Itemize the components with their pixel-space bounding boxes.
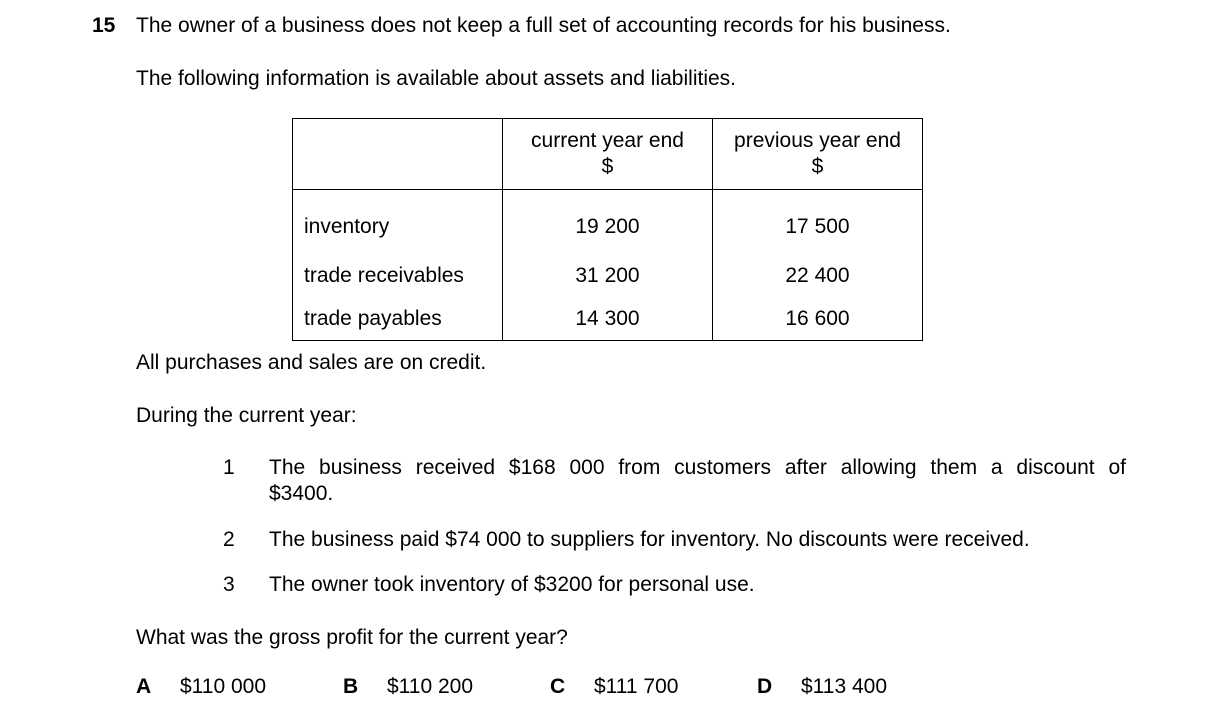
list-item-number: 2 (223, 528, 235, 551)
row-current-value: 14 300 (503, 298, 713, 341)
header-current-title: current year end (531, 129, 684, 152)
question-prompt: What was the gross profit for the current year? (136, 626, 568, 649)
row-previous-value: 17 500 (713, 190, 923, 255)
question-intro: The following information is available about assets and liabilities. (136, 67, 736, 90)
row-previous-value: 22 400 (713, 254, 923, 298)
row-label: inventory (293, 190, 503, 255)
row-label: trade receivables (293, 254, 503, 298)
during-heading: During the current year: (136, 404, 357, 427)
option-d-letter[interactable]: D (757, 675, 773, 698)
list-item-line2: $3400. (269, 482, 334, 505)
row-current-value: 19 200 (503, 190, 713, 255)
table-header-previous (713, 119, 923, 190)
option-b-value[interactable]: $110 200 (387, 675, 474, 698)
option-c-letter[interactable]: C (550, 675, 566, 698)
assets-liabilities-table (292, 118, 923, 341)
credit-note: All purchases and sales are on credit. (136, 351, 487, 374)
table-row (293, 254, 923, 298)
list-item-text: The owner took inventory of $3200 for personal use. (269, 573, 755, 596)
list-item-number: 3 (223, 573, 235, 596)
option-a-value[interactable]: $110 000 (180, 675, 267, 698)
question-number: 15 (92, 14, 116, 37)
table-header-blank (293, 119, 503, 190)
header-current-unit: $ (601, 155, 614, 178)
list-item-text (269, 456, 1126, 480)
option-a-letter[interactable]: A (136, 675, 152, 698)
row-current-value: 31 200 (503, 254, 713, 298)
list-item-text: The business paid $74 000 to suppliers for inventory. No discounts were received. (269, 528, 1030, 551)
list-item-number: 1 (223, 456, 235, 479)
option-d-value[interactable]: $113 400 (801, 675, 888, 698)
table-header-current (503, 119, 713, 190)
option-b-letter[interactable]: B (343, 675, 359, 698)
header-previous-title: previous year end (734, 129, 901, 152)
option-c-value[interactable]: $111 700 (594, 675, 679, 698)
table-row (293, 190, 923, 255)
header-previous-unit: $ (811, 155, 824, 178)
table-header-row (293, 119, 923, 190)
table-row (293, 298, 923, 341)
row-previous-value: 16 600 (713, 298, 923, 341)
question-stem: The owner of a business does not keep a full set of accounting records for his business. (136, 14, 951, 37)
list-item-line1: The business received $168 000 from customers after allowing them a discount of (269, 456, 1126, 479)
row-label: trade payables (293, 298, 503, 341)
